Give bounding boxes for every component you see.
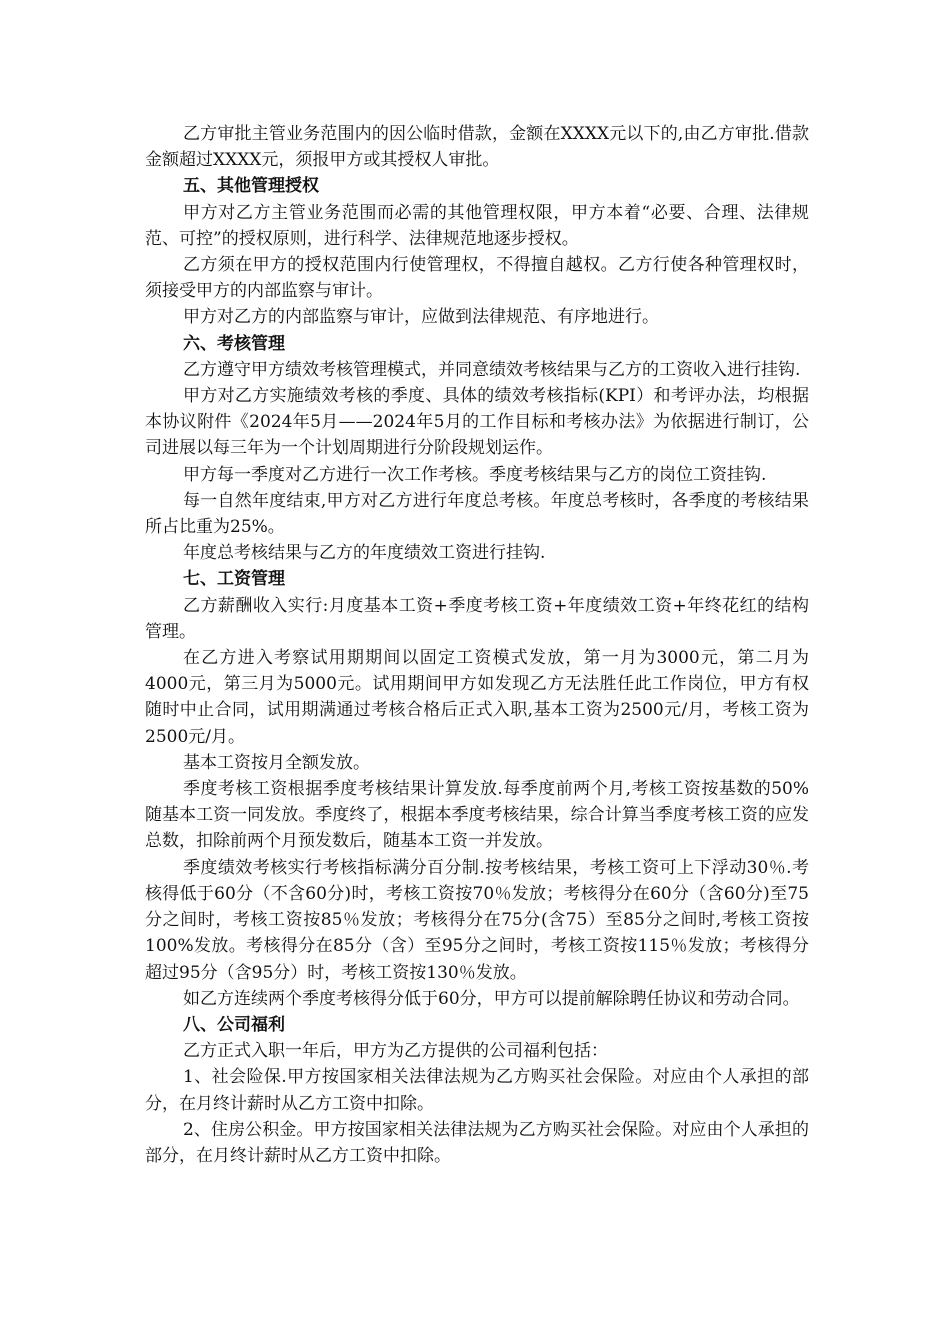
- paragraph: 乙方薪酬收入实行:月度基本工资+季度考核工资+年度绩效工资+年终花红的结构管理。: [145, 595, 809, 642]
- paragraph: 1、社会险保.甲方按国家相关法律法规为乙方购买社会保险。对应由个人承担的部分，在月终计薪时从乙方工资中扣除。: [145, 1067, 809, 1114]
- paragraph: 年度总考核结果与乙方的年度绩效工资进行挂钩.: [183, 543, 546, 564]
- paragraph: 基本工资按月全额发放。: [183, 752, 370, 773]
- paragraph: 乙方遵守甲方绩效考核管理模式，并同意绩效考核结果与乙方的工资收入进行挂钩.: [183, 359, 801, 380]
- paragraph: 如乙方连续两个季度考核得分低于60分，甲方可以提前解除聘任协议和劳动合同。: [183, 988, 800, 1009]
- document-page: [145, 121, 809, 1169]
- paragraph: 甲方对乙方的内部监察与审计，应做到法律规范、有序地进行。: [183, 307, 659, 328]
- paragraph: 甲方对乙方主管业务范围而必需的其他管理权限，甲方本着“必要、合理、法律规范、可控”的授权原则，进行科学、法律规范地逐步授权。: [145, 202, 809, 249]
- paragraph: 每一自然年度结束,甲方对乙方进行年度总考核。年度总考核时，各季度的考核结果所占比重为25%。: [145, 490, 809, 538]
- section-heading-7: 七、工资管理: [183, 569, 285, 590]
- paragraph: 乙方正式入职一年后，甲方为乙方提供的公司福利包括：: [183, 1041, 608, 1062]
- paragraph: 甲方每一季度对乙方进行一次工作考核。季度考核结果与乙方的岗位工资挂钩.: [183, 464, 767, 485]
- paragraph: 季度考核工资根据季度考核结果计算发放.每季度前两个月,考核工资按基数的50%随基本工资一同发放。季度终了，根据本季度考核结果，综合计算当季度考核工资的应发总数，扣除前两个月预发数后，随基本工资一并发放。: [145, 779, 809, 852]
- paragraph: 在乙方进入考察试用期期间以固定工资模式发放，第一月为3000元，第二月为4000元，第三月为5000元。试用期间甲方如发现乙方无法胜任此工作岗位，甲方有权随时中止合同，试用期满通过考核合格后正式入职,基本工资为2500元/月，考核工资为2500元/月。: [145, 648, 809, 747]
- paragraph: 甲方对乙方实施绩效考核的季度、具体的绩效考核指标(KPI）和考评办法，均根据本协议附件《2024年5月——2024年5月的工作目标和考核办法》为依据进行制订，公司进展以每三年为一个计划周期进行分阶段规划运作。: [145, 386, 809, 459]
- paragraph: 季度绩效考核实行考核指标满分百分制.按考核结果，考核工资可上下浮动30％.考核得低于60分（不含60分)时，考核工资按70％发放；考核得分在60分（含60分)至75分之间时，考核工资按85％发放；考核得分在75分(含75）至85分之间时,考核工资按100%发放。考核得分在85分（含）至95分之间时，考核工资按115％发放；考核得分超过95分（含95分）时，考核工资按130％发放。: [145, 857, 809, 983]
- paragraph: 乙方须在甲方的授权范围内行使管理权，不得擅自越权。乙方行使各种管理权时，须接受甲方的内部监察与审计。: [145, 255, 809, 302]
- paragraph: 2、住房公积金。甲方按国家相关法律法规为乙方购买社会保险。对应由个人承担的部分，在月终计薪时从乙方工资中扣除。: [145, 1119, 809, 1166]
- section-heading-8: 八、公司福利: [183, 1014, 285, 1035]
- section-heading-6: 六、考核管理: [183, 333, 285, 354]
- paragraph-loan-approval: 乙方审批主管业务范围内的因公临时借款，金额在XXXX元以下的,由乙方审批.借款金额超过XXXX元，须报甲方或其授权人审批。: [145, 124, 809, 171]
- section-heading-5: 五、其他管理授权: [183, 176, 319, 197]
